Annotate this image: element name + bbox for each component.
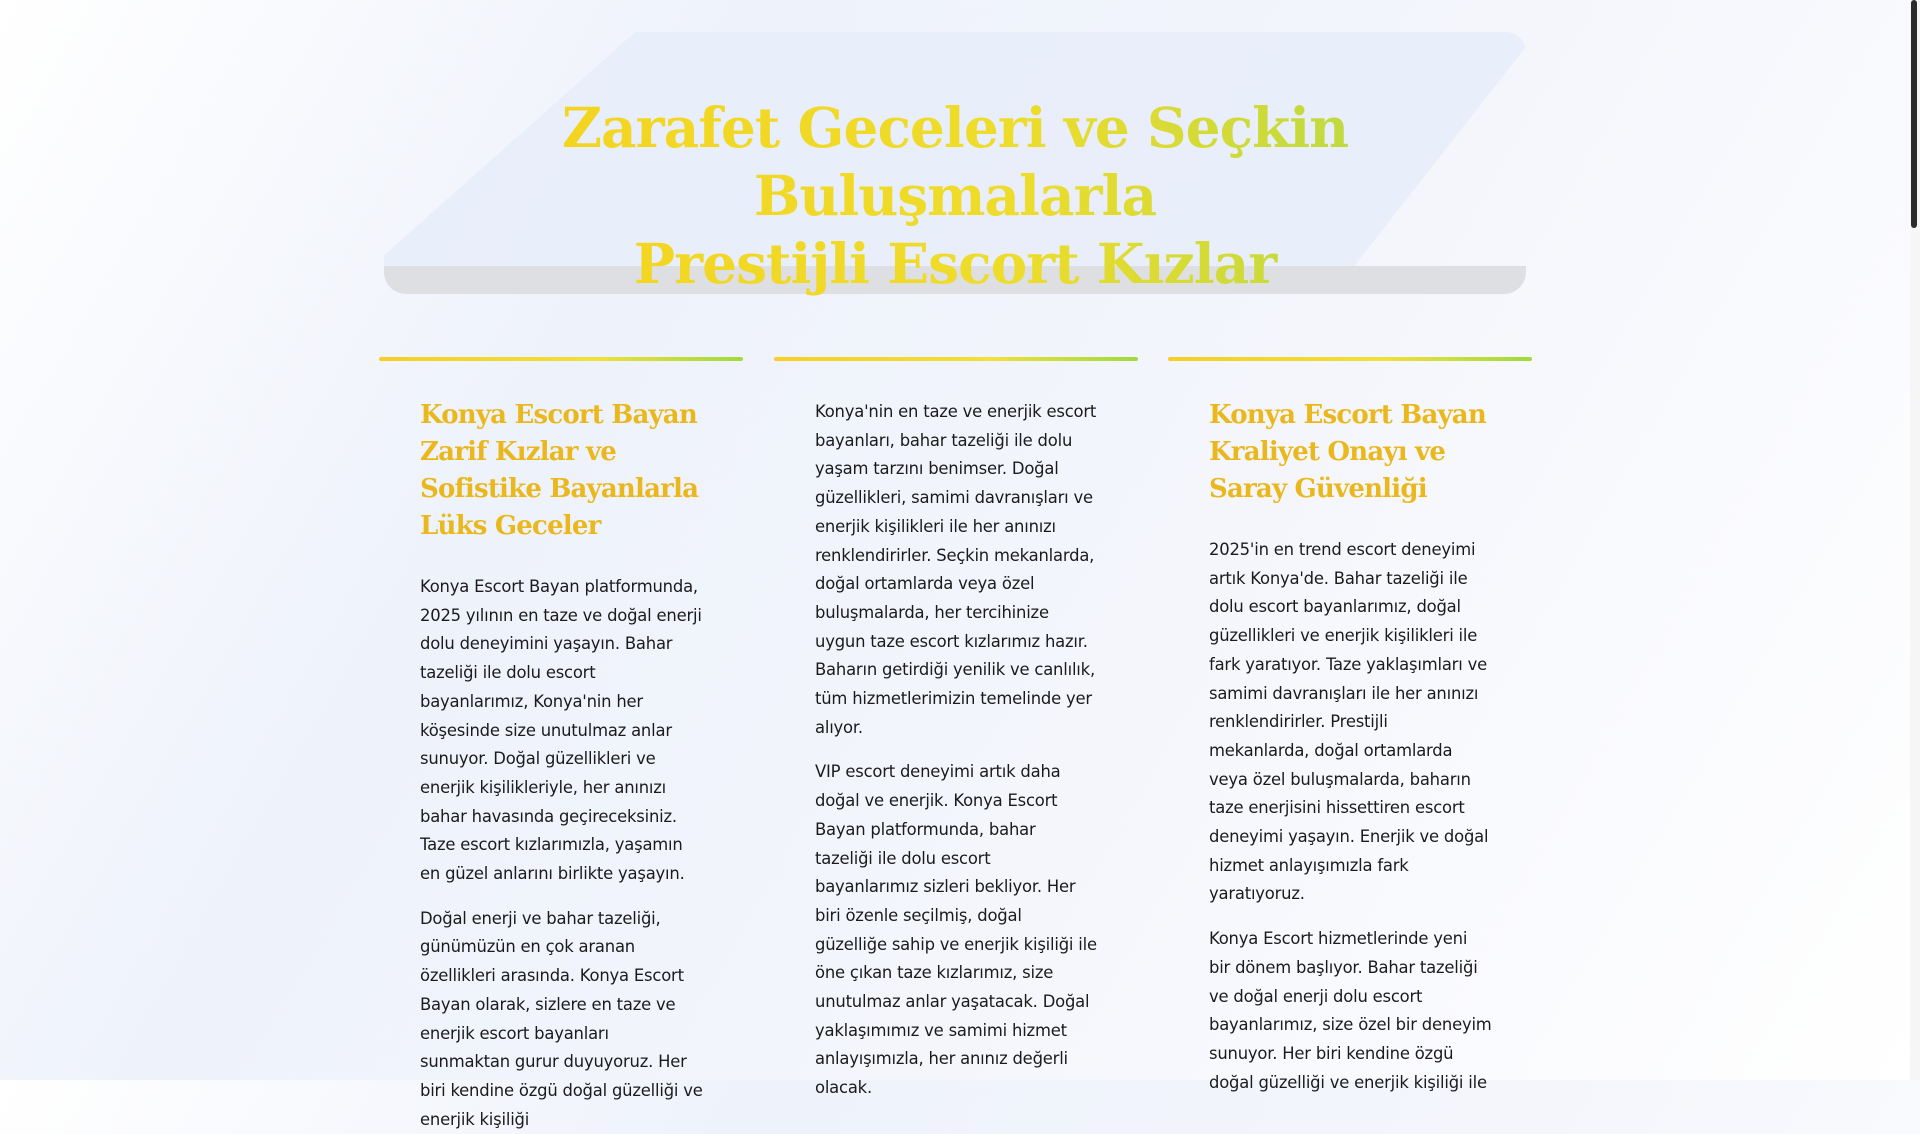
page-title-line-1: Zarafet Geceleri ve Seçkin Buluşmalarla [561, 95, 1349, 228]
page-scrollbar[interactable] [1910, 0, 1920, 1080]
column-paragraph: Doğal enerji ve bahar tazeliği, günümüzün en çok aranan özellikleri arasında. Konya Escort Bayan olarak, sizlere en taze ve enerjik escort bayanları sunmaktan gurur duyuyoruz. Her biri kendine özgü doğal güzelliği ve enerjik kişiliği [420, 908, 703, 1129]
scrollbar-thumb[interactable] [1911, 0, 1917, 228]
column-heading: Konya Escort Bayan Zarif Kızlar ve Sofistike Bayanlarla Lüks Geceler [420, 400, 699, 541]
hero-banner [384, 32, 1526, 294]
column-paragraph: 2025'in en trend escort deneyimi artık Konya'de. Bahar tazeliği ile dolu escort bayanlarımız, doğal güzellikleri ve enerjik kişilikleri ile fark yaratıyor. Taze yaklaşımları ve samimi davranışları ile her anınızı renklendirirler. Prestijli mekanlarda, doğal ortamlarda veya özel buluşmalarda, baharın taze enerjisini hissettiren escort deneyimi yaşayın. Enerjik ve doğal hizmet anlayışımızla fark yaratıyoruz. [1209, 540, 1489, 904]
page-title [384, 94, 1526, 298]
column-paragraph: Konya Escort hizmetlerinde yeni bir dönem başlıyor. Bahar tazeliği ve doğal enerji dolu escort bayanlarımız, size özel bir deneyim sunuyor. Her biri kendine özgü doğal güzelliği ve enerjik kişiliği ile [1209, 929, 1492, 1092]
content-column-3 [1168, 357, 1532, 1097]
column-heading: Konya Escort Bayan Kraliyet Onayı ve Saray Güvenliği [1209, 400, 1486, 504]
page-title-line-2: Prestijli Escort Kızlar [633, 231, 1277, 296]
column-paragraph: VIP escort deneyimi artık daha doğal ve enerjik. Konya Escort Bayan platformunda, bahar tazeliği ile dolu escort bayanlarımız sizleri bekliyor. Her biri özenle seçilmiş, doğal güzelliğe sahip ve enerjik kişiliği ile öne çıkan taze kızlarımız, size unutulmaz anlar yaşatacak. Doğal yaklaşımımız ve samimi hizmet anlayışımızla, her anınız değerli olacak. [815, 762, 1097, 1098]
column-paragraph: Konya'nin en taze ve enerjik escort bayanları, bahar tazeliği ile dolu yaşam tarzını benimser. Doğal güzellikleri, samimi davranışları ve enerjik kişilikleri ile her anınızı renklendirirler. Seçkin mekanlarda, doğal ortamlarda veya özel buluşmalarda, her tercihinize uygun taze escort kızlarımız hazır. Baharın getirdiği yenilik ve canlılık, tüm hizmetlerimizin temelinde yer alıyor. [815, 402, 1097, 737]
content-column-1 [379, 357, 743, 1129]
column-paragraph: Konya Escort Bayan platformunda, 2025 yılının en taze ve doğal enerji dolu deneyimini yaşayın. Bahar tazeliği ile dolu escort bayanlarımız, Konya'nin her köşesinde size unutulmaz anlar sunuyor. Doğal güzellikleri ve enerjik kişilikleriyle, her anınızı bahar havasında geçireceksiniz. Taze escort kızlarımızla, yaşamın en güzel anlarını birlikte yaşayın. [420, 577, 702, 884]
content-column-2 [774, 357, 1138, 1097]
